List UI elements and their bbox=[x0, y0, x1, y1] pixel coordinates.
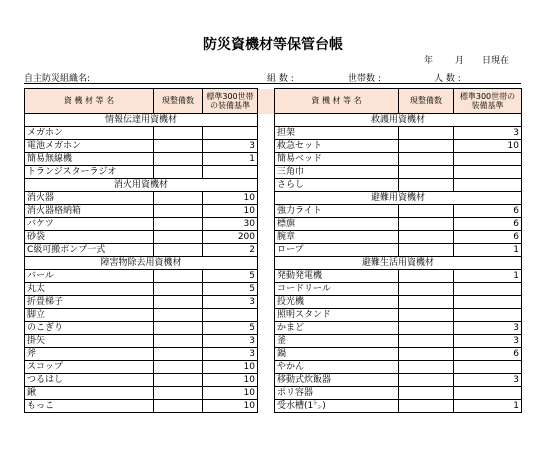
standard-qty-cell-right: 6 bbox=[454, 205, 522, 218]
item-name-right: かまど bbox=[275, 322, 399, 335]
standard-qty-cell-right: 3 bbox=[454, 322, 522, 335]
item-name-right: やかん bbox=[275, 361, 399, 374]
item-name-left: 脚立 bbox=[25, 309, 154, 322]
standard-qty-cell-right: 3 bbox=[454, 335, 522, 348]
current-qty-cell-right[interactable] bbox=[399, 283, 454, 296]
equipment-ledger-table bbox=[24, 88, 522, 413]
table-row bbox=[25, 309, 522, 322]
item-name-left: 掛矢 bbox=[25, 335, 154, 348]
standard-qty-cell-left: 10 bbox=[203, 192, 258, 205]
current-qty-cell-left[interactable] bbox=[154, 361, 203, 374]
column-header-std-left: 標準300世帯の装備基準 bbox=[203, 89, 258, 114]
item-name-left: 簡易無線機 bbox=[25, 153, 154, 166]
standard-qty-cell-right: 3 bbox=[454, 374, 522, 387]
standard-qty-cell-left: 3 bbox=[203, 140, 258, 153]
category-header-left: 障害物除去用資機材 bbox=[25, 257, 258, 270]
item-name-right: 発動発電機 bbox=[275, 270, 399, 283]
standard-qty-cell-left: 30 bbox=[203, 218, 258, 231]
table-row bbox=[25, 270, 522, 283]
date-year: 年 bbox=[424, 56, 434, 66]
standard-qty-cell-left: 2 bbox=[203, 244, 258, 257]
column-header-item-left: 資 機 材 等 名 bbox=[25, 89, 154, 114]
item-name-left: 丸太 bbox=[25, 283, 154, 296]
item-name-right: ポリ容器 bbox=[275, 387, 399, 400]
current-qty-cell-right[interactable] bbox=[399, 296, 454, 309]
item-name-right: 担架 bbox=[275, 127, 399, 140]
column-gap bbox=[258, 309, 275, 322]
item-name-right: 救急セット bbox=[275, 140, 399, 153]
item-name-left: もっこ bbox=[25, 400, 154, 413]
item-name-left: 斧 bbox=[25, 348, 154, 361]
column-gap bbox=[258, 361, 275, 374]
current-qty-cell-left[interactable] bbox=[154, 348, 203, 361]
current-qty-cell-left[interactable] bbox=[154, 140, 203, 153]
table-header-row bbox=[25, 89, 522, 114]
column-gap bbox=[258, 153, 275, 166]
item-name-left: C級可搬ポンプ一式 bbox=[25, 244, 154, 257]
standard-qty-cell-right bbox=[454, 387, 522, 400]
table-row bbox=[25, 218, 522, 231]
standard-qty-cell-left: 10 bbox=[203, 361, 258, 374]
current-qty-cell-left[interactable] bbox=[154, 166, 203, 179]
table-row bbox=[25, 257, 522, 270]
item-name-right: 受水槽(1㌧) bbox=[275, 400, 399, 413]
item-name-left: 鍬 bbox=[25, 387, 154, 400]
standard-qty-cell-left: 5 bbox=[203, 283, 258, 296]
item-name-left: バケツ bbox=[25, 218, 154, 231]
item-name-left: 消火器 bbox=[25, 192, 154, 205]
item-name-left: つるはし bbox=[25, 374, 154, 387]
column-gap bbox=[258, 387, 275, 400]
table-row bbox=[25, 400, 522, 413]
standard-qty-cell-left: 3 bbox=[203, 335, 258, 348]
item-name-left: トランジスターラジオ bbox=[25, 166, 154, 179]
column-gap bbox=[258, 114, 275, 127]
category-header-right: 避難生活用資機材 bbox=[275, 257, 522, 270]
current-qty-cell-left[interactable] bbox=[154, 309, 203, 322]
standard-qty-cell-left: 5 bbox=[203, 322, 258, 335]
current-qty-cell-left[interactable] bbox=[154, 283, 203, 296]
category-header-left: 消火用資機材 bbox=[25, 179, 258, 192]
current-qty-cell-right[interactable] bbox=[399, 309, 454, 322]
column-gap bbox=[258, 218, 275, 231]
current-qty-cell-left[interactable] bbox=[154, 374, 203, 387]
standard-qty-cell-right bbox=[454, 166, 522, 179]
group-count-label: 組 数 : bbox=[267, 74, 294, 84]
category-header-left: 情報伝達用資機材 bbox=[25, 114, 258, 127]
column-gap bbox=[258, 231, 275, 244]
standard-qty-cell-right: 6 bbox=[454, 231, 522, 244]
table-row bbox=[25, 244, 522, 257]
current-qty-cell-left[interactable] bbox=[154, 335, 203, 348]
table-row bbox=[25, 322, 522, 335]
current-qty-cell-right[interactable] bbox=[399, 270, 454, 283]
standard-qty-cell-right bbox=[454, 283, 522, 296]
table-row bbox=[25, 387, 522, 400]
table-row bbox=[25, 153, 522, 166]
item-name-right: 照明スタンド bbox=[275, 309, 399, 322]
item-name-right: さらし bbox=[275, 179, 399, 192]
standard-qty-cell-left: 10 bbox=[203, 205, 258, 218]
table-row bbox=[25, 283, 522, 296]
standard-qty-cell-right bbox=[454, 361, 522, 374]
table-row bbox=[25, 140, 522, 153]
column-gap bbox=[258, 296, 275, 309]
column-header-item-right: 資 機 材 等 名 bbox=[275, 89, 399, 114]
item-name-right: 三角巾 bbox=[275, 166, 399, 179]
current-qty-cell-right[interactable] bbox=[399, 387, 454, 400]
column-gap bbox=[258, 244, 275, 257]
standard-qty-cell-left: 10 bbox=[203, 400, 258, 413]
current-qty-cell-left[interactable] bbox=[154, 244, 203, 257]
current-qty-cell-left[interactable] bbox=[154, 296, 203, 309]
column-gap bbox=[258, 127, 275, 140]
current-qty-cell-right[interactable] bbox=[399, 205, 454, 218]
column-gap bbox=[258, 283, 275, 296]
standard-qty-cell-left bbox=[203, 166, 258, 179]
org-underline bbox=[24, 83, 521, 84]
column-gap bbox=[258, 348, 275, 361]
current-qty-cell-left[interactable] bbox=[154, 387, 203, 400]
table-row bbox=[25, 114, 522, 127]
current-qty-cell-right[interactable] bbox=[399, 231, 454, 244]
category-header-right: 避難用資機材 bbox=[275, 192, 522, 205]
standard-qty-cell-left: 10 bbox=[203, 374, 258, 387]
column-gap bbox=[258, 166, 275, 179]
standard-qty-cell-left: 200 bbox=[203, 231, 258, 244]
table-row bbox=[25, 335, 522, 348]
item-name-right: 移動式炊飯器 bbox=[275, 374, 399, 387]
household-count-label: 世帯数 : bbox=[348, 74, 381, 84]
category-header-right: 救護用資機材 bbox=[275, 114, 522, 127]
item-name-right: 簡易ベッド bbox=[275, 153, 399, 166]
column-gap bbox=[258, 205, 275, 218]
standard-qty-cell-right: 10 bbox=[454, 140, 522, 153]
column-gap bbox=[258, 374, 275, 387]
column-gap bbox=[258, 270, 275, 283]
standard-qty-cell-left: 3 bbox=[203, 348, 258, 361]
current-qty-cell-right[interactable] bbox=[399, 140, 454, 153]
standard-qty-cell-right: 6 bbox=[454, 218, 522, 231]
item-name-left: スコップ bbox=[25, 361, 154, 374]
column-header-qty-right: 現整備数 bbox=[399, 89, 454, 114]
item-name-right: ロープ bbox=[275, 244, 399, 257]
column-gap bbox=[258, 335, 275, 348]
date-month: 月 bbox=[455, 56, 465, 66]
standard-qty-cell-right: 1 bbox=[454, 270, 522, 283]
table-row bbox=[25, 231, 522, 244]
item-name-right: 鍋 bbox=[275, 348, 399, 361]
standard-qty-cell-right bbox=[454, 179, 522, 192]
standard-qty-cell-right bbox=[454, 153, 522, 166]
current-qty-cell-left[interactable] bbox=[154, 270, 203, 283]
current-qty-cell-right[interactable] bbox=[399, 335, 454, 348]
table-row bbox=[25, 374, 522, 387]
table-row bbox=[25, 127, 522, 140]
column-gap bbox=[258, 140, 275, 153]
current-qty-cell-right[interactable] bbox=[399, 179, 454, 192]
standard-qty-cell-left bbox=[203, 309, 258, 322]
column-header-qty-left: 現整備数 bbox=[154, 89, 203, 114]
table-row bbox=[25, 192, 522, 205]
item-name-right: 腕章 bbox=[275, 231, 399, 244]
current-qty-cell-right[interactable] bbox=[399, 374, 454, 387]
current-qty-cell-left[interactable] bbox=[154, 322, 203, 335]
standard-qty-cell-right: 3 bbox=[454, 127, 522, 140]
standard-qty-cell-right: 1 bbox=[454, 400, 522, 413]
current-qty-cell-left[interactable] bbox=[154, 153, 203, 166]
column-header-std-right: 標準300世帯の装備基準 bbox=[454, 89, 522, 114]
standard-qty-cell-left: 3 bbox=[203, 296, 258, 309]
column-gap bbox=[258, 400, 275, 413]
item-name-right: 標旗 bbox=[275, 218, 399, 231]
current-qty-cell-left[interactable] bbox=[154, 218, 203, 231]
item-name-right: 強力ライト bbox=[275, 205, 399, 218]
column-gap bbox=[258, 192, 275, 205]
item-name-left: 折畳梯子 bbox=[25, 296, 154, 309]
table-row bbox=[25, 179, 522, 192]
people-count-label: 人 数 : bbox=[434, 74, 461, 84]
standard-qty-cell-left: 5 bbox=[203, 270, 258, 283]
current-qty-cell-right[interactable] bbox=[399, 153, 454, 166]
column-gap bbox=[258, 179, 275, 192]
standard-qty-cell-left bbox=[203, 127, 258, 140]
table-row bbox=[25, 205, 522, 218]
item-name-left: のこぎり bbox=[25, 322, 154, 335]
table-row bbox=[25, 166, 522, 179]
date-day: 日現在 bbox=[482, 56, 510, 66]
standard-qty-cell-right bbox=[454, 296, 522, 309]
current-qty-cell-right[interactable] bbox=[399, 218, 454, 231]
standard-qty-cell-right: 6 bbox=[454, 348, 522, 361]
current-qty-cell-right[interactable] bbox=[399, 127, 454, 140]
org-name-label: 自主防災組織名: bbox=[24, 74, 91, 84]
current-qty-cell-left[interactable] bbox=[154, 400, 203, 413]
current-qty-cell-right[interactable] bbox=[399, 400, 454, 413]
current-qty-cell-right[interactable] bbox=[399, 166, 454, 179]
table-row bbox=[25, 296, 522, 309]
page-title: 防災資機材等保管台帳 bbox=[203, 37, 343, 53]
item-name-left: 電池メガホン bbox=[25, 140, 154, 153]
table-row bbox=[25, 348, 522, 361]
item-name-left: 砂袋 bbox=[25, 231, 154, 244]
current-qty-cell-left[interactable] bbox=[154, 127, 203, 140]
current-qty-cell-right[interactable] bbox=[399, 348, 454, 361]
column-gap bbox=[258, 89, 275, 114]
current-qty-cell-left[interactable] bbox=[154, 205, 203, 218]
standard-qty-cell-right: 1 bbox=[454, 244, 522, 257]
current-qty-cell-right[interactable] bbox=[399, 361, 454, 374]
item-name-right: コードリール bbox=[275, 283, 399, 296]
current-qty-cell-right[interactable] bbox=[399, 244, 454, 257]
current-qty-cell-left[interactable] bbox=[154, 192, 203, 205]
column-gap bbox=[258, 257, 275, 270]
standard-qty-cell-right bbox=[454, 309, 522, 322]
item-name-right: 投光機 bbox=[275, 296, 399, 309]
current-qty-cell-right[interactable] bbox=[399, 322, 454, 335]
standard-qty-cell-left: 10 bbox=[203, 387, 258, 400]
item-name-left: メガホン bbox=[25, 127, 154, 140]
table-row bbox=[25, 361, 522, 374]
column-gap bbox=[258, 322, 275, 335]
current-qty-cell-left[interactable] bbox=[154, 231, 203, 244]
standard-qty-cell-left: 1 bbox=[203, 153, 258, 166]
item-name-left: 消火器格納箱 bbox=[25, 205, 154, 218]
item-name-left: バール bbox=[25, 270, 154, 283]
item-name-right: 釜 bbox=[275, 335, 399, 348]
